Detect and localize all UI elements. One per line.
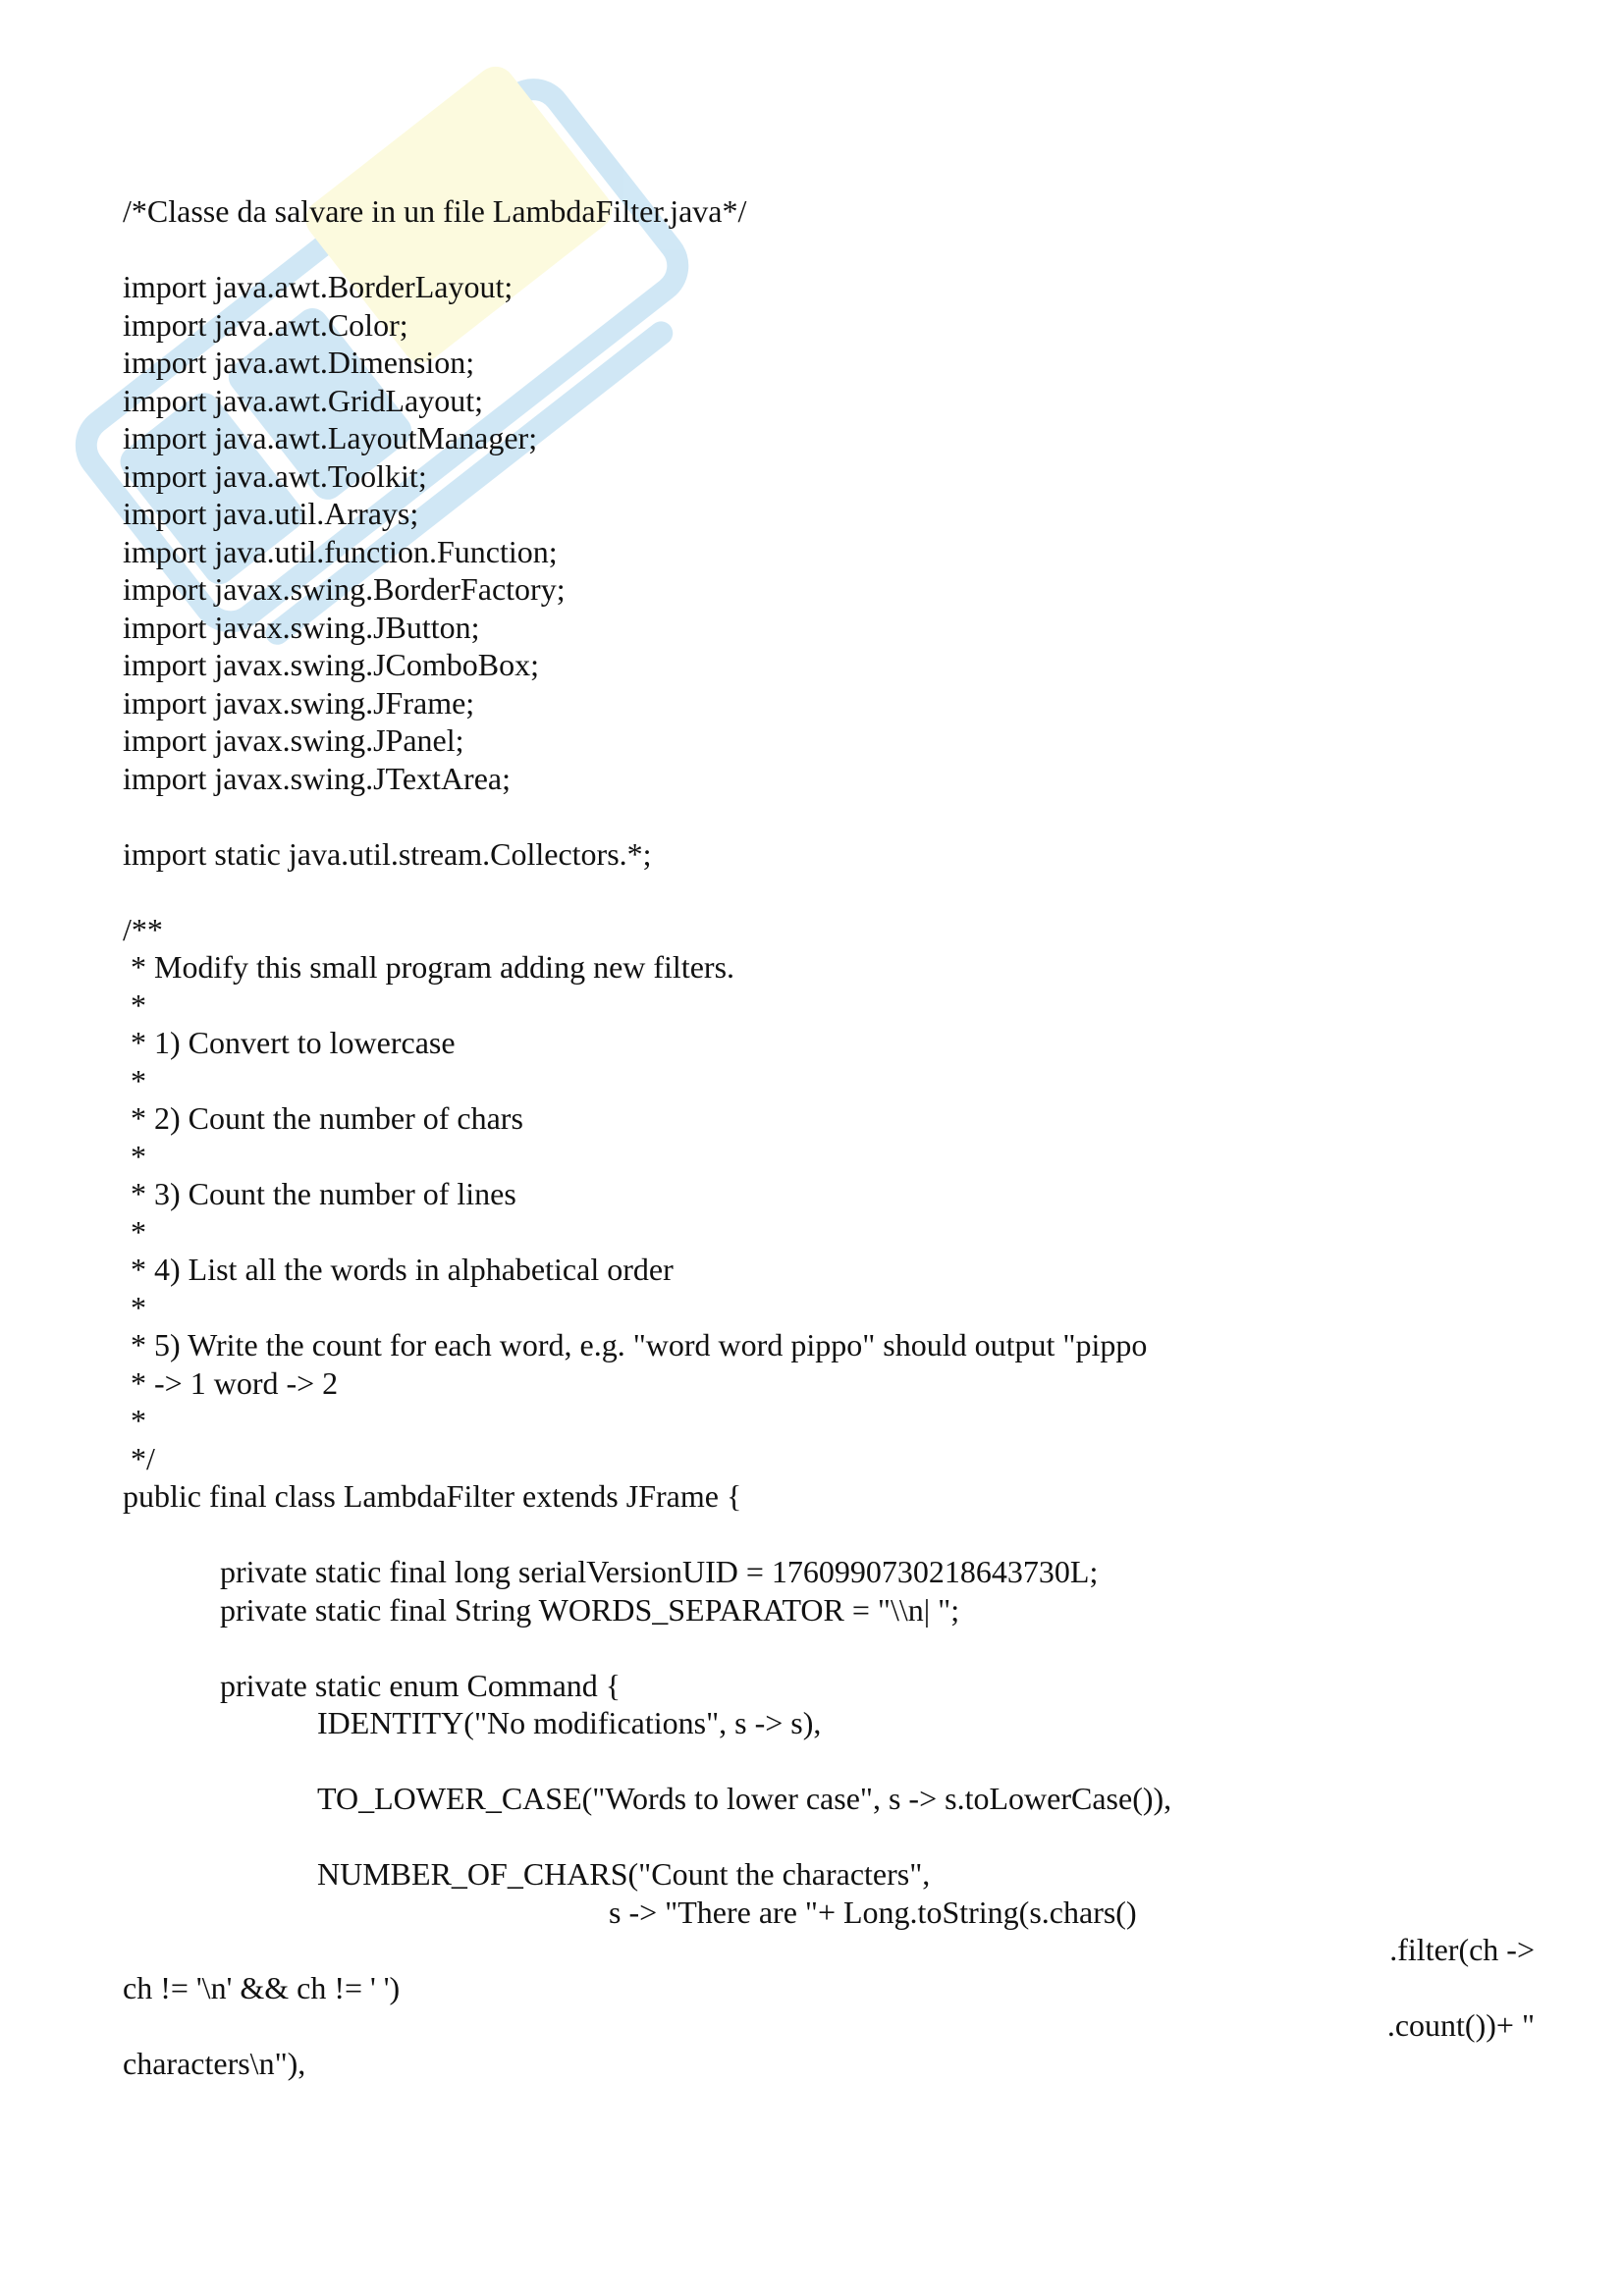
- code-line: import java.awt.BorderLayout;: [123, 269, 514, 304]
- code-line: *: [123, 1289, 146, 1325]
- code-line: /**: [123, 911, 163, 947]
- code-line: *: [123, 987, 146, 1023]
- code-line: private static final String WORDS_SEPARATOR = "\\n| ";: [220, 1591, 960, 1628]
- code-line: *: [123, 1403, 146, 1438]
- code-line: * Modify this small program adding new filters.: [123, 949, 735, 985]
- code-line: /*Classe da salvare in un file LambdaFilter.java*/: [123, 193, 747, 229]
- code-line: s -> "There are "+ Long.toString(s.chars(): [609, 1894, 1137, 1930]
- code-line: import java.awt.Dimension;: [123, 345, 475, 380]
- code-line: *: [123, 1062, 146, 1098]
- code-line: private static final long serialVersionUID = 1760990730218643730L;: [220, 1554, 1099, 1589]
- code-line: import java.awt.Color;: [123, 306, 408, 343]
- java-source-listing: [123, 192, 1556, 2082]
- code-line: .filter(ch ->: [1389, 1932, 1535, 1967]
- code-line: * 2) Count the number of chars: [123, 1100, 523, 1136]
- code-line: import javax.swing.JComboBox;: [123, 647, 539, 682]
- code-line: IDENTITY("No modifications", s -> s),: [317, 1705, 822, 1740]
- code-line: TO_LOWER_CASE("Words to lower case", s -> s.toLowerCase()),: [317, 1781, 1172, 1816]
- code-line: * 1) Convert to lowercase: [123, 1025, 456, 1060]
- code-line: */: [123, 1440, 155, 1476]
- code-line: * 5) Write the count for each word, e.g. "word word pippo" should output "pippo: [123, 1327, 1148, 1362]
- code-line: import javax.swing.BorderFactory;: [123, 571, 566, 607]
- code-line: NUMBER_OF_CHARS("Count the characters",: [317, 1856, 931, 1892]
- code-line: *: [123, 1213, 146, 1250]
- code-line: import javax.swing.JFrame;: [123, 684, 475, 721]
- code-line: import java.awt.GridLayout;: [123, 382, 484, 418]
- code-line: * 4) List all the words in alphabetical order: [123, 1252, 674, 1287]
- code-line: .count())+ ": [1386, 2007, 1535, 2043]
- blank-line: [123, 1516, 1556, 1554]
- code-line: import javax.swing.JPanel;: [123, 722, 464, 758]
- code-line: * -> 1 word -> 2: [123, 1364, 339, 1401]
- code-line: characters\n"),: [123, 2045, 306, 2081]
- code-line: import java.awt.Toolkit;: [123, 457, 427, 494]
- blank-line: [123, 797, 1556, 835]
- code-line: import javax.swing.JButton;: [123, 609, 480, 645]
- code-line: import javax.swing.JTextArea;: [123, 760, 511, 796]
- code-line: import java.util.Arrays;: [123, 496, 419, 531]
- code-line: public final class LambdaFilter extends JFrame {: [123, 1478, 742, 1514]
- code-line: ch != '\n' && ch != ' '): [123, 1969, 401, 2005]
- code-line: *: [123, 1138, 146, 1174]
- code-line: import java.awt.LayoutManager;: [123, 420, 538, 455]
- blank-line: [123, 873, 1556, 911]
- blank-line: [123, 231, 1556, 269]
- code-line: * 3) Count the number of lines: [123, 1176, 516, 1211]
- blank-line: [123, 1742, 1556, 1781]
- code-line: import static java.util.stream.Collectors.*;: [123, 835, 652, 872]
- blank-line: [123, 1818, 1556, 1856]
- code-line: import java.util.function.Function;: [123, 533, 558, 569]
- blank-line: [123, 1629, 1556, 1667]
- code-line: private static enum Command {: [220, 1667, 622, 1703]
